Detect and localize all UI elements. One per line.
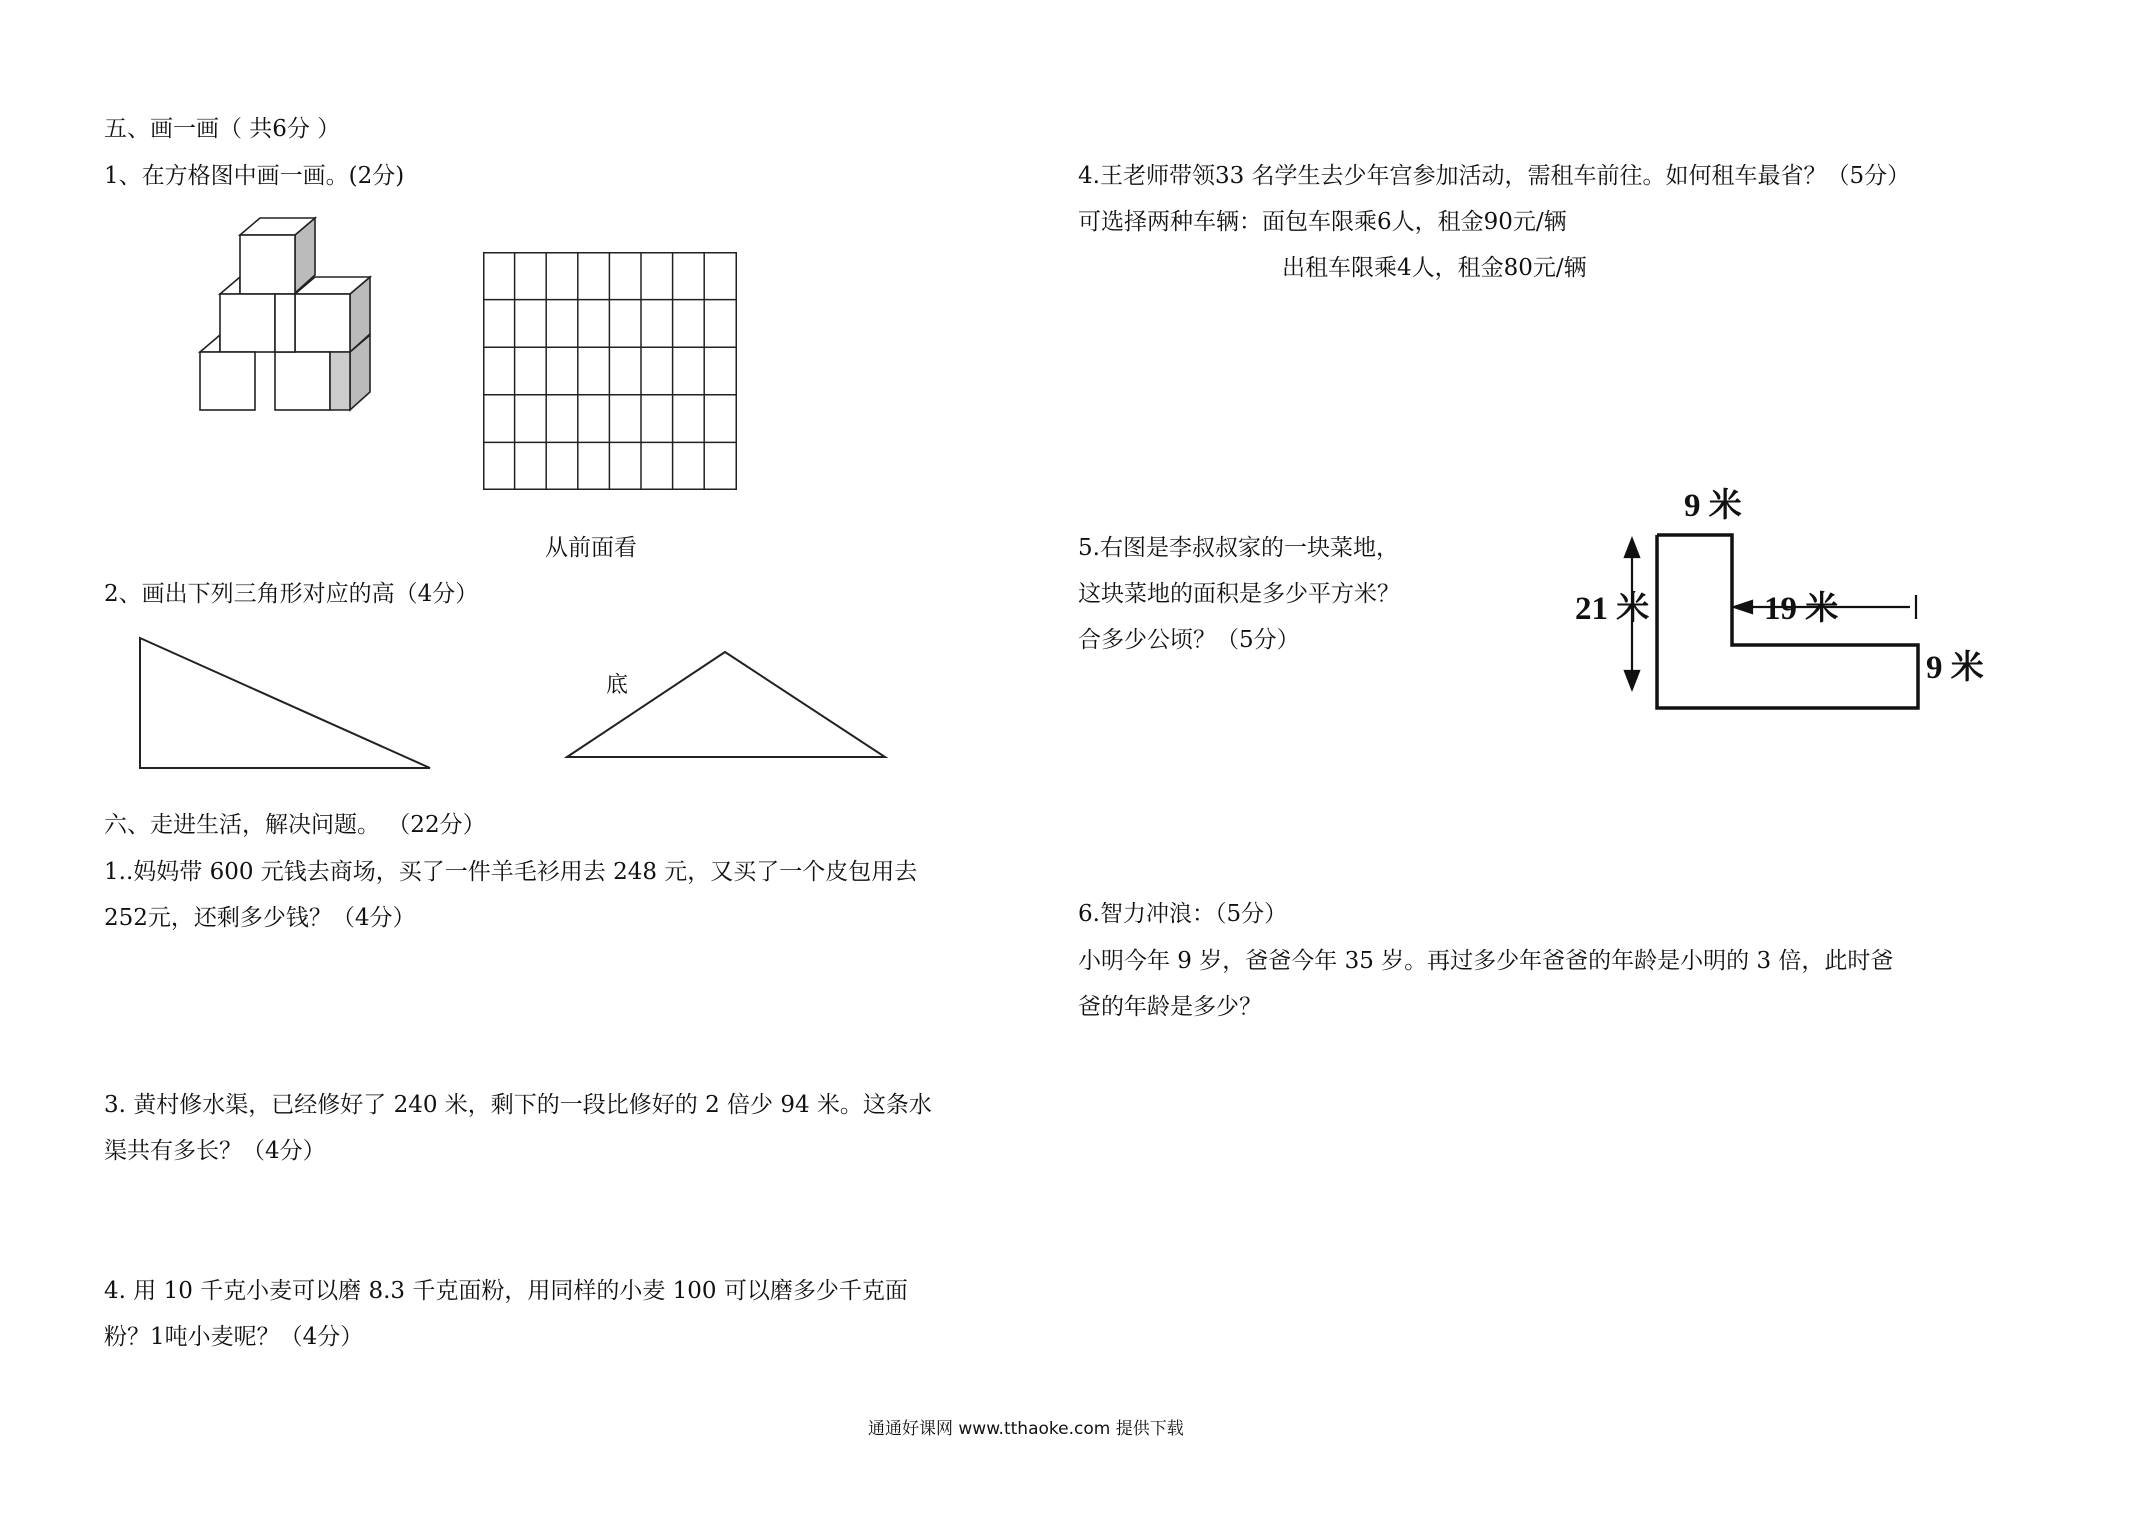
dimension-inner: 19 米 bbox=[1764, 591, 1839, 627]
section-6-title: 六、走进生活，解决问题。 （22分） bbox=[104, 812, 486, 838]
right-problem-4-line2: 可选择两种车辆：面包车限乘6人，租金90元/辆 bbox=[1078, 209, 1567, 235]
problem-3-line1: 3. 黄村修水渠，已经修好了 240 米，剩下的一段比修好的 2 倍少 94 米。这条水 bbox=[104, 1092, 932, 1118]
dimension-top: 9 米 bbox=[1684, 488, 1742, 524]
right-problem-6-line1: 小明今年 9 岁，爸爸今年 35 岁。再过多少年爸爸的年龄是小明的 3 倍，此时爸 bbox=[1078, 948, 1894, 974]
dimension-right: 9 米 bbox=[1926, 650, 1984, 686]
question-1: 1、在方格图中画一画。(2分) bbox=[104, 163, 405, 189]
cube-stack-figure bbox=[195, 218, 375, 453]
right-problem-4-line3: 出租车限乘4人，租金80元/辆 bbox=[1282, 255, 1587, 281]
right-problem-5-line1: 5.右图是李叔叔家的一块菜地， bbox=[1078, 535, 1399, 561]
right-problem-6-line2: 爸的年龄是多少？ bbox=[1078, 994, 1262, 1020]
right-problem-6-title: 6.智力冲浪：（5分） bbox=[1078, 901, 1288, 927]
obtuse-triangle bbox=[565, 650, 890, 760]
problem-1-line1: 1..妈妈带 600 元钱去商场，买了一件羊毛衫用去 248 元，又买了一个皮包用去 bbox=[104, 859, 918, 885]
right-problem-4-line1: 4.王老师带领33 名学生去少年宫参加活动，需租车前往。如何租车最省？（5分） bbox=[1078, 163, 1911, 189]
right-problem-5-line2: 这块菜地的面积是多少平方米？ bbox=[1078, 581, 1400, 607]
front-view-label: 从前面看 bbox=[545, 535, 637, 561]
problem-1-line2: 252元，还剩多少钱？（4分） bbox=[104, 905, 416, 931]
problem-3-line2: 渠共有多长？（4分） bbox=[104, 1138, 326, 1164]
question-2: 2、画出下列三角形对应的高（4分） bbox=[104, 581, 479, 607]
right-triangle bbox=[138, 635, 433, 770]
footer-text: 通通好课网 www.tthaoke.com 提供下载 bbox=[868, 1419, 1184, 1439]
section-5-title: 五、画一画（ 共6分 ） bbox=[104, 116, 341, 142]
drawing-grid[interactable] bbox=[483, 252, 737, 490]
dimension-left: 21 米 bbox=[1575, 591, 1650, 627]
problem-4-line2: 粉？1吨小麦呢？（4分） bbox=[104, 1324, 364, 1350]
right-problem-5-line3: 合多少公顷？（5分） bbox=[1078, 627, 1300, 653]
base-label: 底 bbox=[606, 673, 629, 698]
problem-4-line1: 4. 用 10 千克小麦可以磨 8.3 千克面粉，用同样的小麦 100 可以磨多少千克面 bbox=[104, 1278, 908, 1304]
